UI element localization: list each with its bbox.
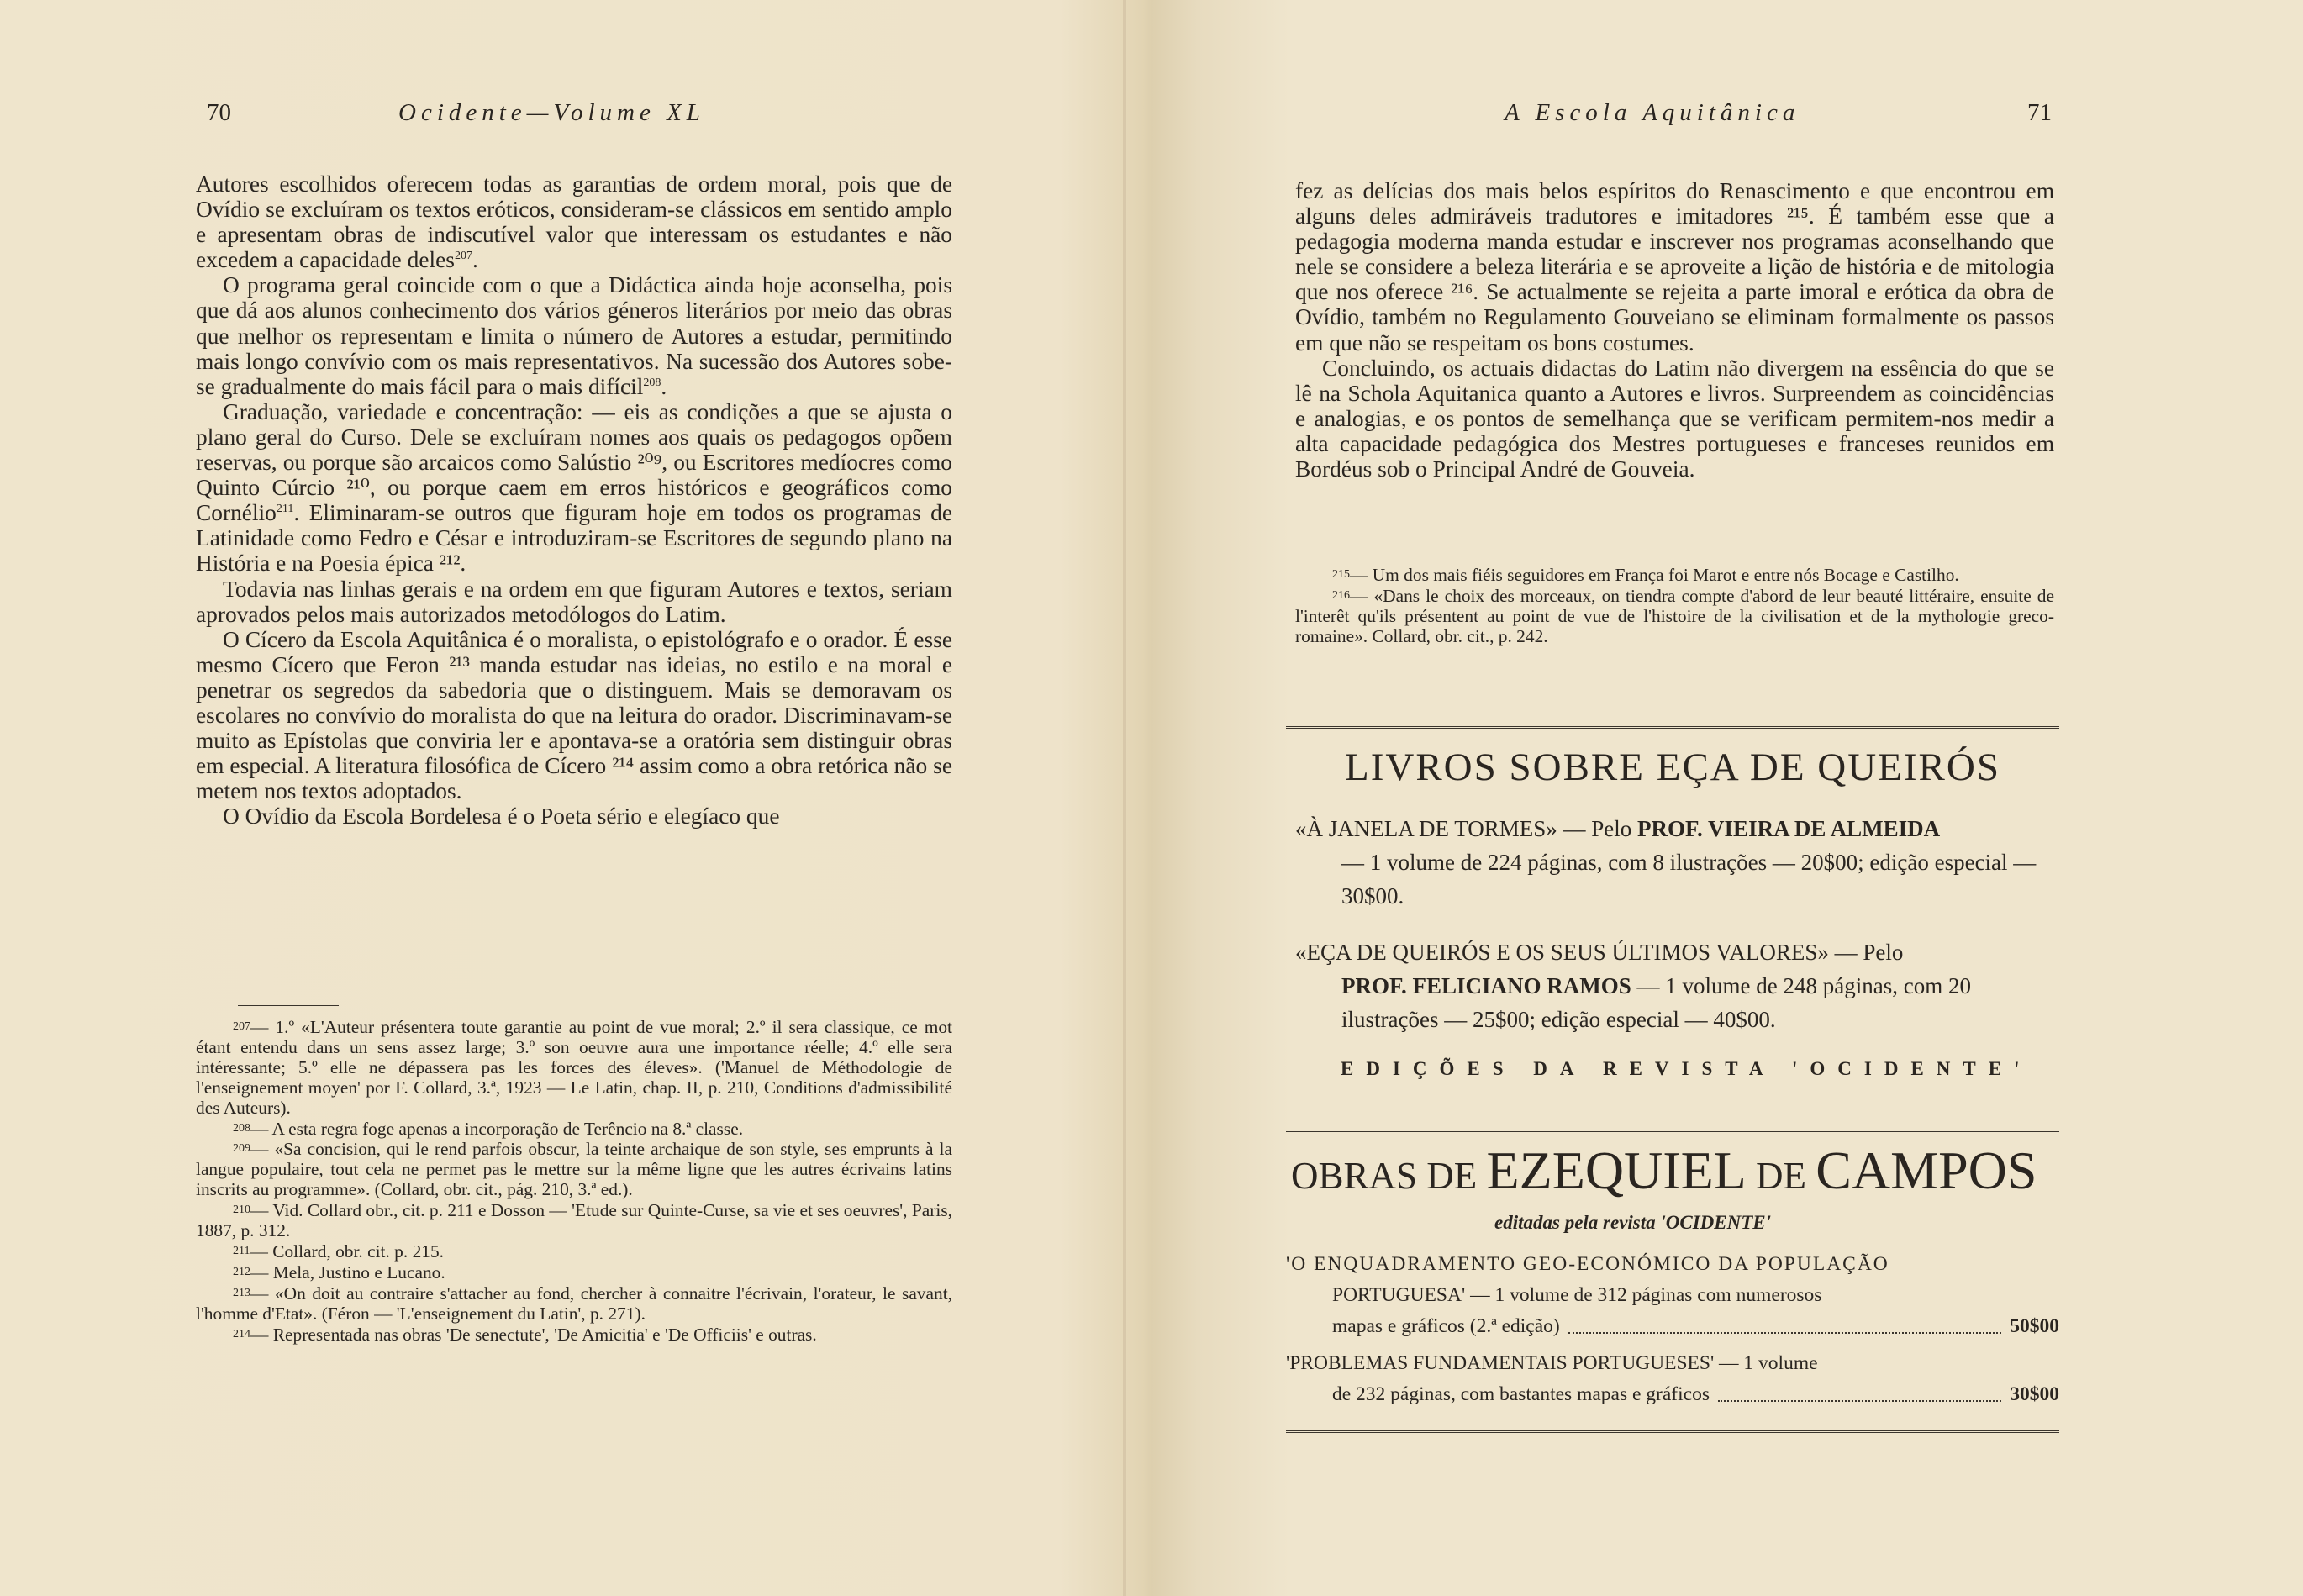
paragraph: Autores escolhidos oferecem todas as garantias de ordem moral, pois que de Ovídio se excluíram os textos eróticos, consideram-se clássicos em sentido amplo e apresentam obras de indiscutível valor que interessam os estudantes e não excedem a capacidade deles$^{207}$. [196, 171, 952, 273]
ad-ezequiel-entry-2: 'PROBLEMAS FUNDAMENTAIS PORTUGUESES' — 1 volume de 232 páginas, com bastantes mapas e gráficos 30$00 [1286, 1352, 2059, 1405]
footnote: 209— «Sa concision, qui le rend parfois obscur, la teinte archaique de son style, ses emprunts à la langue populaire, tout cela ne permet pas le mettre sur la même ligne que les autres écrivains latins inscrits au programme». (Collard, obr. cit., pág. 210, 3.ª ed.). [196, 1139, 952, 1200]
ad-top-rule [1286, 726, 2059, 729]
ad-eca-title: LIVROS SOBRE EÇA DE QUEIRÓS [1345, 745, 2000, 789]
ad-ezequiel-entry-1: 'O ENQUADRAMENTO GEO-ECONÓMICO DA POPULAÇÃO PORTUGUESA' — 1 volume de 312 páginas com numerosos mapas e gráficos (2.ª edição) 50$00 [1286, 1253, 2059, 1337]
footnote: 207— 1.º «L'Auteur présentera toute garantie au point de vue moral; 2.º il sera classique, ce mot étant entendu dans un sens assez large; 3.º son oeuvre aura une importance réelle; 4.º elle sera intéressante; 5.º elle ne dépassera pas les forces des éleves». ('Manuel de Méthodologie de l'enseignement moyen' por F. Collard, 3.ª, 1923 — Le Latin, chap. II, p. 210, Conditions d'admissibilité des Auteurs). [196, 1017, 952, 1118]
ad-eca-entry-1: «À JANELA DE TORMES» — Pelo PROF. VIEIRA DE ALMEIDA — 1 volume de 224 páginas, com 8 ilustrações — 20$00; edição especial — 30$00. [1295, 816, 2037, 909]
paragraph: O Ovídio da Escola Bordelesa é o Poeta sério e elegíaco que [223, 803, 780, 830]
page-number-left: 70 [207, 99, 231, 126]
right-page [1143, 0, 2303, 1596]
ad-ezequiel-subtitle: editadas pela revista 'OCIDENTE' [1494, 1212, 1772, 1233]
ad-eca-entry-2: «EÇA DE QUEIRÓS E OS SEUS ÚLTIMOS VALORES» — Pelo PROF. FELICIANO RAMOS — 1 volume de 248 páginas, com 20 ilustrações — 25$00; edição especial — 40$00. [1295, 940, 1971, 1032]
page-number-right: 71 [2027, 99, 2052, 126]
footnote: 216— «Dans le choix des morceaux, on tiendra compte d'abord de leur beauté littéraire, ensuite de l'interêt qu'ils présentent au point de vue de l'histoire de la civilisation et de la mythologie greco-romaine». Collard, obr. cit., p. 242. [1295, 585, 2054, 646]
footnote: 208— A esta regra foge apenas a incorporação de Terêncio na 8.ª classe. [233, 1118, 744, 1139]
footnotes-right [1295, 565, 2054, 647]
footnote: 213— «On doit au contraire s'attacher au fond, chercher à connaitre l'écrivain, l'orateur, le savant, l'homme d'Etat». (Féron — 'L'enseignement du Latin', p. 271). [196, 1283, 952, 1324]
footnotes-left [196, 1017, 952, 1346]
paragraph: Todavia nas linhas gerais e na ordem em que figuram Autores e textos, seriam aprovados pelos mais autorizados metodólogos do Latim. [196, 576, 952, 627]
paragraph: fez as delícias dos mais belos espíritos do Renascimento e que encontrou em alguns deles admiráveis tradutores e imitadores ²¹⁵. É também esse que a pedagogia moderna manda estudar e inscrever nos programas aconselhando que nele se considere a beleza literária e se aproveite a lição de história e de mitologia que nos oferece ²¹⁶. Se actualmente se rejeita a parte imoral e erótica da obra de Ovídio, também no Regulamento Gouveiano se eliminam formalmente os passos em que não se respeitam os bons costumes. [1295, 178, 2054, 356]
footnote-rule-left [238, 1005, 339, 1006]
ad-eca-publisher: EDIÇÕES DA REVISTA 'OCIDENTE' [1341, 1058, 2032, 1079]
ad-middle-rule [1286, 1130, 2059, 1132]
paragraph: Graduação, variedade e concentração: — eis as condições a que se ajusta o plano geral do Curso. Dele se excluíram nomes aos quais os pedagogos opõem reservas, ou porque são arcaicos como Salústio ²⁰⁹, ou Escritores medíocres como Quinto Cúrcio ²¹⁰, ou porque caem em erros históricos e geográficos como Cornélio$^{211}$. Eliminaram-se outros que figuram hoje em todos os programas de Latinidade como Fedro e César e introduziram-se Escritores de segundo plano na História e na Poesia épica ²¹². [196, 398, 952, 577]
footnote: 212— Mela, Justino e Lucano. [233, 1262, 445, 1283]
body-text-left [196, 171, 952, 829]
ad-ezequiel-title: OBRAS DE EZEQUIEL DE CAMPOS [1291, 1140, 2037, 1200]
footnote: 215— Um dos mais fiéis seguidores em França foi Marot e entre nós Bocage e Castilho. [1332, 565, 1959, 585]
paragraph: Concluindo, os actuais didactas do Latim não divergem na essência do que se lê na Schola Aquitanica quanto a Autores e livros. Surpreendem as coincidências e analogias, e os pontos de semelhança que se verificam permitem-nos medir a alta capacidade pedagógica dos Mestres portugueses e franceses reunidos em Bordéus sob o Principal André de Gouveia. [1295, 355, 2054, 482]
paragraph: O programa geral coincide com o que a Didáctica ainda hoje aconselha, pois que dá aos alunos conhecimento dos vários géneros literários por meio das obras que melhor os representam e limita o número de Autores a estudar, permitindo mais longo convívio com os mais representativos. Na sucessão dos Autores sobe-se gradualmente do mais fácil para o mais difícil$^{208}$. [196, 272, 952, 399]
footnote: 211— Collard, obr. cit. p. 215. [233, 1240, 445, 1262]
running-title-right: A Escola Aquitânica [1505, 99, 1800, 126]
paragraph: O Cícero da Escola Aquitânica é o moralista, o epistológrafo e o orador. É esse mesmo Cícero que Feron ²¹³ manda estudar nas ideias, no estilo e na moral e penetrar os segredos da sabedoria que o distinguem. Mais se demoravam os escolares no convívio do moralista do que na leitura do orador. Discriminavam-se muito as Epístolas que conviria ler e apontava-se a oratória sem distinguir obras em especial. A literatura filosófica de Cícero ²¹⁴ assim como a obra retórica não se metem nos textos adoptados. [196, 626, 952, 804]
footnote: 214— Representada nas obras 'De senectute', 'De Amicitia' e 'De Officiis' e outras. [233, 1324, 817, 1345]
ad-bottom-rule [1286, 1430, 2059, 1433]
left-page [0, 0, 1126, 1596]
footnote: 210— Vid. Collard obr., cit. p. 211 e Dosson — 'Etude sur Quinte-Curse, sa vie et ses oeuvres', Paris, 1887, p. 312. [196, 1200, 952, 1241]
running-title-left: Ocidente—Volume XL [398, 99, 705, 126]
body-text-right [1295, 178, 2054, 482]
